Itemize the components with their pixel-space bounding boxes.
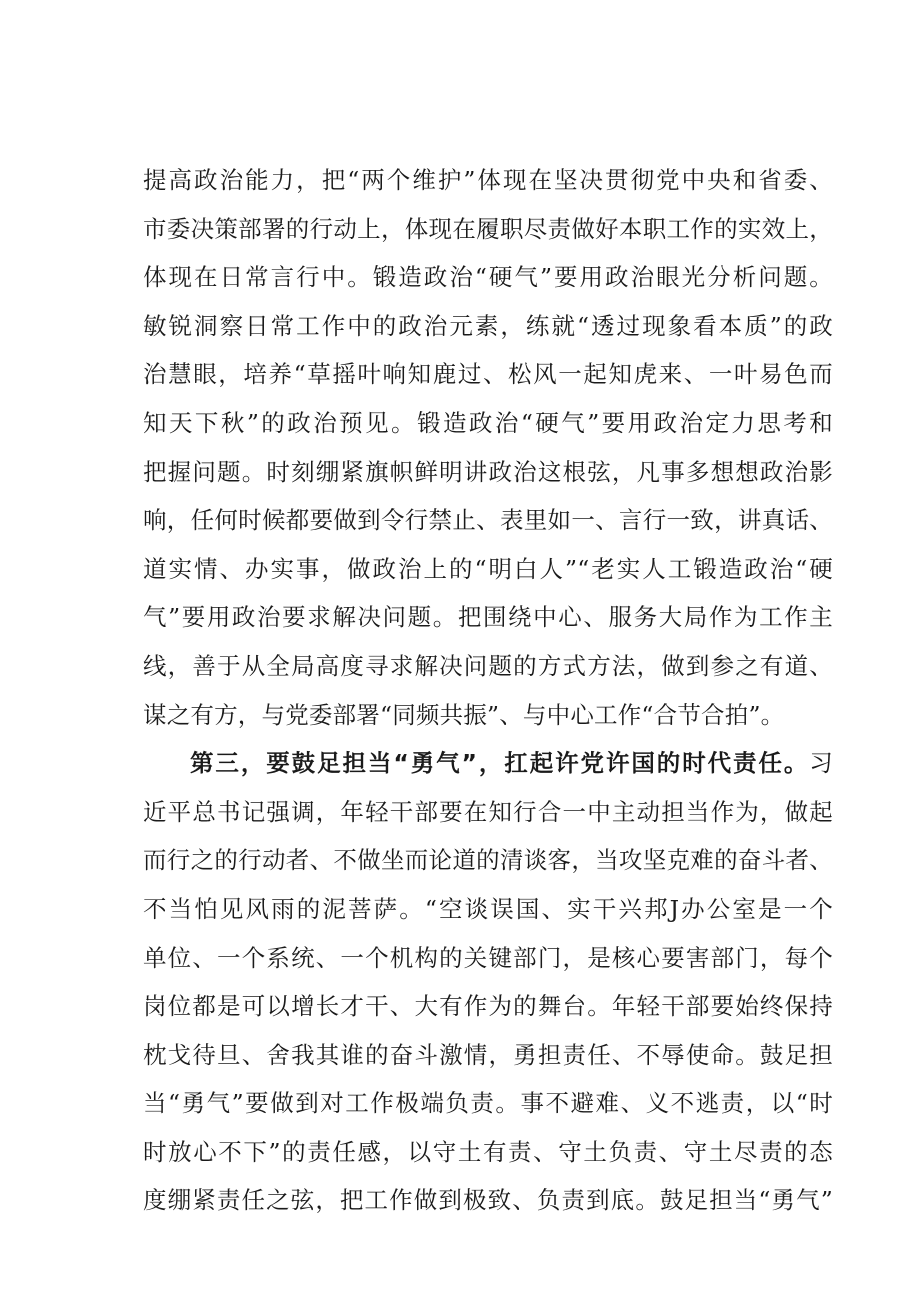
text-line: 度绷紧责任之弦，把工作做到极致、负责到底。鼓足担当“勇气” (143, 1186, 833, 1215)
text-line: 知天下秋”的政治预见。锻造政治“硬气”要用政治定力思考和 (143, 408, 833, 437)
section-heading: 第三，要鼓足担当“勇气”，扛起许党许国的时代责任。 (190, 749, 810, 778)
text-line: 响，任何时候都要做到令行禁止、表里如一、言行一致，讲真话、 (143, 506, 833, 535)
text-line: 当“勇气”要做到对工作极端负责。事不避难、义不逃责，以“时 (143, 1089, 833, 1118)
text-line: 枕戈待旦、舍我其谁的奋斗激情，勇担责任、不辱使命。鼓足担 (143, 1040, 833, 1069)
text-line: 单位、一个系统、一个机构的关键部门，是核心要害部门，每个 (143, 943, 833, 972)
document-body (143, 156, 833, 1225)
text-line: 气”要用政治要求解决问题。把围绕中心、服务大局作为工作主 (143, 603, 833, 632)
text-line: 时放心不下”的责任感，以守土有责、守土负责、守土尽责的态 (143, 1137, 833, 1166)
text-line: 谋之有方，与党委部署“同频共振”、与中心工作“合节合拍”。 (143, 700, 785, 729)
text-line: 提高政治能力，把“两个维护”体现在坚决贯彻党中央和省委、 (143, 166, 833, 194)
text-line: 而行之的行动者、不做坐而论道的清谈客，当攻坚克难的奋斗者、 (143, 846, 833, 875)
text-line: 线，善于从全局高度寻求解决问题的方式方法，做到参之有道、 (143, 651, 833, 680)
paragraph-heading-line (143, 739, 833, 788)
text-line: 敏锐洞察日常工作中的政治元素，练就“透过现象看本质”的政 (143, 311, 833, 340)
text-line: 体现在日常言行中。锻造政治“硬气”要用政治眼光分析问题。 (143, 263, 833, 292)
text-line: 岗位都是可以增长才干、大有作为的舞台。年轻干部要始终保持 (143, 992, 833, 1021)
heading-line-tail: 习 (809, 749, 833, 778)
text-line: 不当怕见风雨的泥菩萨。“空谈误国、实干兴邦J办公室是一个 (143, 894, 833, 923)
text-line: 治慧眼，培养“草摇叶响知鹿过、松风一起知虎来、一叶易色而 (143, 360, 833, 389)
text-line: 市委决策部署的行动上，体现在履职尽责做好本职工作的实效上， (143, 214, 833, 243)
text-line: 道实情、办实事，做政治上的“明白人”“老实人工锻造政治“硬 (143, 554, 833, 583)
text-line: 近平总书记强调，年轻干部要在知行合一中主动担当作为，做起 (143, 797, 833, 826)
text-line: 把握问题。时刻绷紧旗帜鲜明讲政治这根弦，凡事多想想政治影 (143, 457, 833, 486)
